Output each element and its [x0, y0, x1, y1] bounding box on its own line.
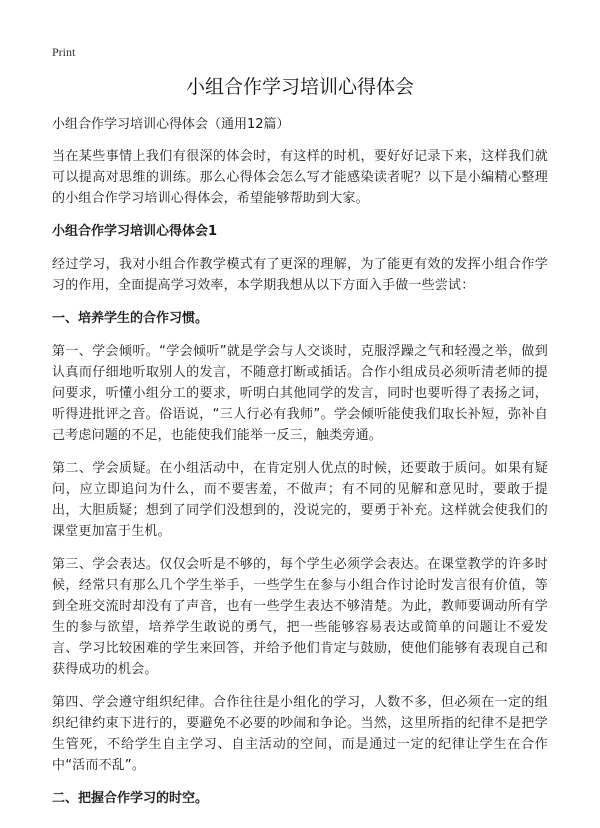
document-title: 小组合作学习培训心得体会 [185, 76, 414, 98]
document-subtitle: 小组合作学习培训心得体会（通用12篇） [52, 117, 290, 132]
section-1-heading: 一、培养学生的合作习惯。 [52, 311, 209, 326]
section-2-heading: 二、把握合作学习的时空。 [52, 791, 209, 806]
intro-paragraph: 当在某些事情上我们有很深的体会时，有这样的时机，要好好记录下来，这样我们就可以提高对思维的训练。那么心得体会怎么写才能感染读者呢？以下是小编精心整理的小组合作学习培训心得体会，希望能够帮助到大家。 [52, 149, 548, 206]
essay-intro-paragraph: 经过学习，我对小组合作教学模式有了更深的理解，为了能更有效的发挥小组合作学习的作用，全面提高学习效率，本学期我想从以下方面入手做一些尝试： [52, 257, 548, 293]
print-label: Print [52, 45, 76, 59]
point-1-listening: 第一、学会倾听。“学会倾听”就是学会与人交谈时，克服浮躁之气和轻漫之举，做到认真而仔细地听取别人的发言，不随意打断或插话。合作小组成员必须听清老师的提问要求，听懂小组分工的要求，听明白其他同学的发言，同时也要听得了表扬之词，听得进批评之音。俗语说，“三人行必有我师”。学会倾听能使我们取长补短，弥补自己考虑问题的不足，也能使我们能举一反三，触类旁通。 [52, 344, 548, 443]
essay-heading: 小组合作学习培训心得体会1 [52, 224, 218, 239]
point-4-discipline: 第四、学会遵守组织纪律。合作往往是小组化的学习，人数不多，但必须在一定的组织纪律约束下进行的，要避免不必要的吵闹和争论。当然，这里所指的纪律不是把学生管死，不给学生自主学习、自主活动的空间，而是通过一定的纪律让学生在合作中“活而不乱”。 [52, 695, 548, 773]
point-3-expression: 第三、学会表达。仅仅会听是不够的，每个学生必须学会表达。在课堂教学的许多时候，经常只有那么几个学生举手，一些学生在参与小组合作讨论时发言很有价值，等到全班交流时却没有了声音，也有一些学生表达不够清楚。为此，教师要调动所有学生的参与欲望，培养学生敢说的勇气，把一些能够容易表达或简单的问题让不爱发言、学习比较困难的学生来回答，并给予他们肯定与鼓励，使他们能够有表现自己和获得成功的机会。 [52, 557, 548, 677]
point-2-questioning: 第二、学会质疑。在小组活动中，在肯定别人优点的时候，还要敢于质问。如果有疑问，应立即追问为什么，而不要害羞，不做声；有不同的见解和意见时，要敢于提出，大胆质疑；想到了同学们没想到的，没说完的，要勇于补充。这样就会使我们的课堂更加富于生机。 [52, 461, 548, 539]
